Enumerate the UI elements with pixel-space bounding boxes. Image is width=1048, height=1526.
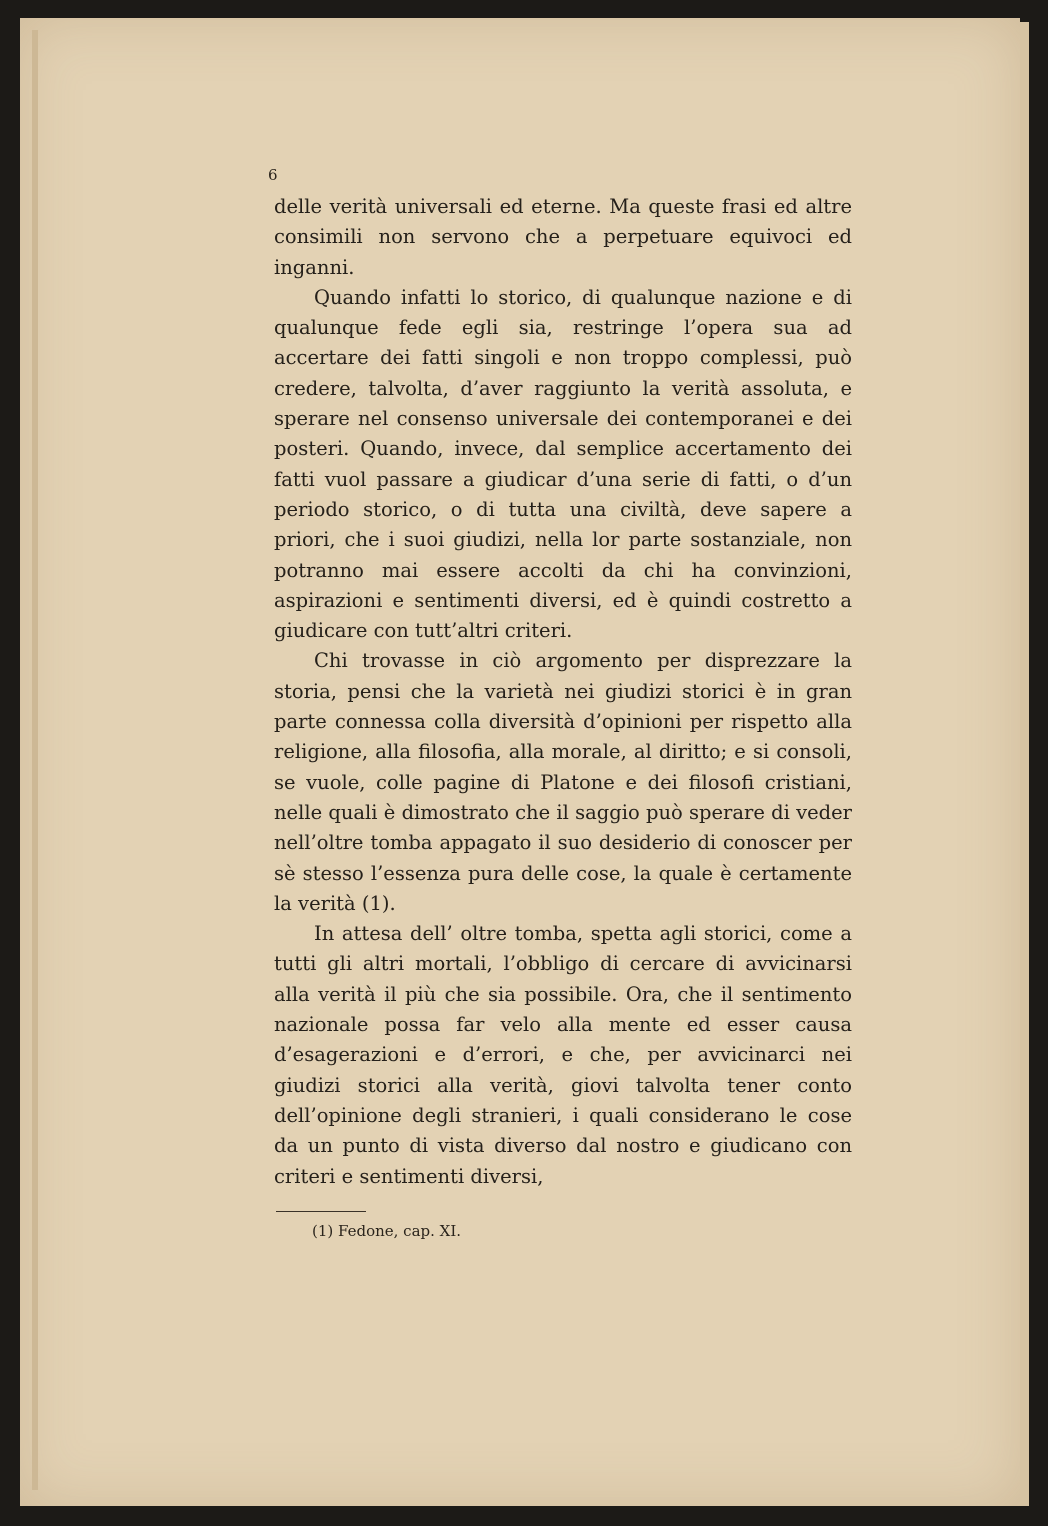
- page-number: 6: [268, 166, 278, 184]
- paragraph-4: In attesa dell’ oltre tomba, spetta agli storici, come a tutti gli altri mortali, l’obbligo di cercare di avvicinarsi alla verità il più che sia possibile. Ora, che il sentimento nazionale possa far velo alla mente ed esser causa d’esagerazioni e d’errori, e che, per avvicinarci nei giudizi storici alla verità, giovi talvolta tener conto dell’opinione degli stranieri, i quali considerano le cose da un punto di vista diverso dal nostro e giudicano con criteri e sentimenti diversi,: [274, 922, 852, 1188]
- page-edge-left: [32, 30, 38, 1490]
- paragraph-1: delle verità universali ed eterne. Ma queste frasi ed altre consimili non servono che a perpetuare equivoci ed inganni.: [274, 195, 852, 279]
- body-text: [274, 192, 852, 1192]
- footnote-divider: [276, 1211, 366, 1212]
- paragraph-2: Quando infatti lo storico, di qualunque nazione e di qualunque fede egli sia, restringe l’opera sua ad accertare dei fatti singoli e non troppo complessi, può credere, talvolta, d’aver raggiunto la verità assoluta, e sperare nel consenso universale dei contemporanei e dei posteri. Quando, invece, dal semplice accertamento dei fatti vuol passare a giudicar d’una serie di fatti, o d’un periodo storico, o di tutta una civiltà, deve sapere a priori, che i suoi giudizi, nella lor parte sostanziale, non potranno mai essere accolti da chi ha convinzioni, aspirazioni e sentimenti diversi, ed è quindi costretto a giudicare con tutt’altri criteri.: [274, 285, 852, 643]
- footnote: (1) Fedone, cap. XI.: [312, 1222, 462, 1240]
- paragraph-3: Chi trovasse in ciò argomento per disprezzare la storia, pensi che la varietà nei giudizi storici è in gran parte connessa colla diversità d’opinioni per rispetto alla religione, alla filosofia, alla morale, al diritto; e si consoli, se vuole, colle pagine di Platone e dei filosofi cristiani, nelle quali è dimostrato che il saggio può sperare di veder nell’oltre tomba appagato il suo desiderio di conoscer per sè stesso l’essenza pura delle cose, la quale è certamente la verità (1).: [274, 649, 852, 915]
